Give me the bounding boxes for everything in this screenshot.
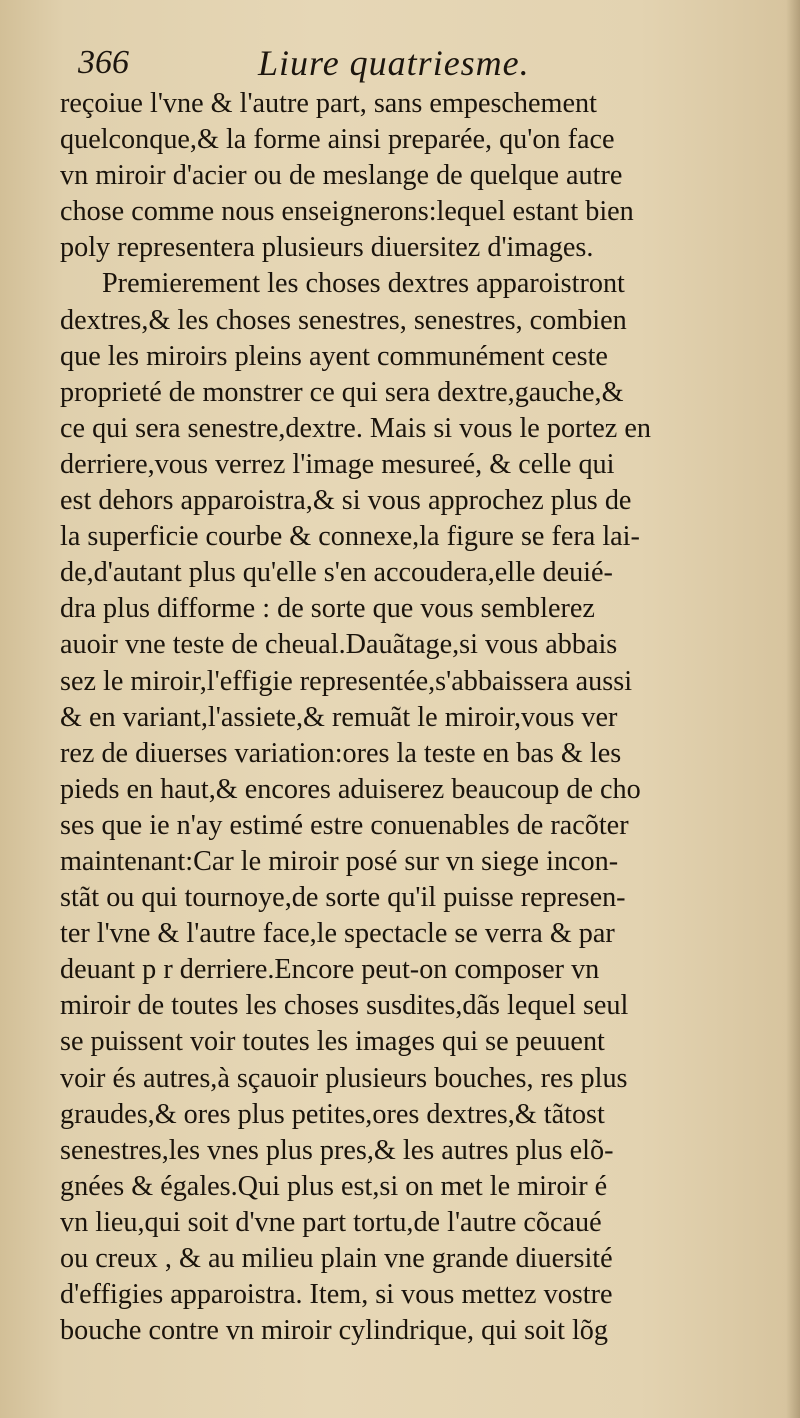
text-line: ou creux , & au milieu plain vne grande diuersité (60, 1243, 613, 1274)
text-line: stãt ou qui tournoye,de sorte qu'il puisse represen- (60, 882, 626, 914)
text-line: de,d'autant plus qu'elle s'en accoudera,elle deuié- (60, 557, 613, 589)
text-line: est dehors apparoistra,& si vous approchez plus de (60, 485, 632, 517)
text-line: chose comme nous enseignerons:lequel estant bien (60, 196, 634, 228)
text-line: ce qui sera senestre,dextre. Mais si vous le portez en (60, 412, 651, 444)
text-line: d'effigies apparoistra. Item, si vous mettez vostre (60, 1279, 613, 1311)
text-line: sez le miroir,l'effigie representée,s'abbaissera aussi (60, 665, 633, 697)
text-line: reçoiue l'vne & l'autre part, sans empeschement (60, 88, 597, 119)
body-text (60, 86, 770, 1349)
text-line: vn lieu,qui soit d'vne part tortu,de l'autre cõcaué (60, 1206, 602, 1238)
text-line: ses que ie n'ay estimé estre conuenables de racõter (60, 809, 629, 841)
text-line: dextres,& les choses senestres, senestres, combien (60, 304, 627, 336)
text-line: gnées & égales.Qui plus est,si on met le miroir é (60, 1170, 608, 1202)
text-line: que les miroirs pleins ayent communément ceste (60, 340, 608, 372)
text-line: graudes,& ores plus petites,ores dextres,& tãtost (60, 1098, 605, 1130)
text-line: la superficie courbe & connexe,la figure se fera lai- (60, 521, 640, 553)
text-line: quelconque,& la forme ainsi preparée, qu'on face (60, 124, 615, 156)
text-line: proprieté de monstrer ce qui sera dextre,gauche,& (60, 376, 624, 408)
text-line: vn miroir d'acier ou de meslange de quelque autre (60, 160, 623, 192)
text-line: dra plus difforme : de sorte que vous semblerez (60, 593, 595, 625)
page-number: 366 (78, 44, 129, 81)
text-line: rez de diuerses variation:ores la teste en bas & les (60, 737, 622, 769)
text-line: ter l'vne & l'autre face,le spectacle se verra & par (60, 918, 615, 950)
text-line: bouche contre vn miroir cylindrique, qui soit lõg (60, 1315, 608, 1347)
running-head (78, 38, 758, 88)
text-line: se puissent voir toutes les images qui se peuuent (60, 1026, 605, 1058)
text-line: derriere,vous verrez l'image mesureé, & celle qui (60, 448, 615, 480)
text-line: voir és autres,à sçauoir plusieurs bouches, res plus (60, 1062, 628, 1094)
text-line: maintenant:Car le miroir posé sur vn siege incon- (60, 845, 619, 877)
text-line: & en variant,l'assiete,& remuãt le miroir,vous ver (60, 701, 618, 733)
text-line: senestres,les vnes plus pres,& les autres plus elõ- (60, 1134, 614, 1166)
text-line: poly representera plusieurs diuersitez d'images. (60, 232, 594, 264)
text-line: deuant p r derriere.Encore peut-on composer vn (60, 954, 600, 986)
running-title: Liure quatriesme. (258, 43, 530, 83)
page-edge-shadow (786, 0, 800, 1418)
text-line: miroir de toutes les choses susdites,dãs lequel seul (60, 990, 629, 1022)
paragraph-start-line: Premierement les choses dextres apparoistront (102, 268, 625, 300)
text-line: auoir vne teste de cheual.Dauãtage,si vous abbais (60, 629, 618, 661)
text-line: pieds en haut,& encores aduiserez beaucoup de cho (60, 773, 641, 805)
